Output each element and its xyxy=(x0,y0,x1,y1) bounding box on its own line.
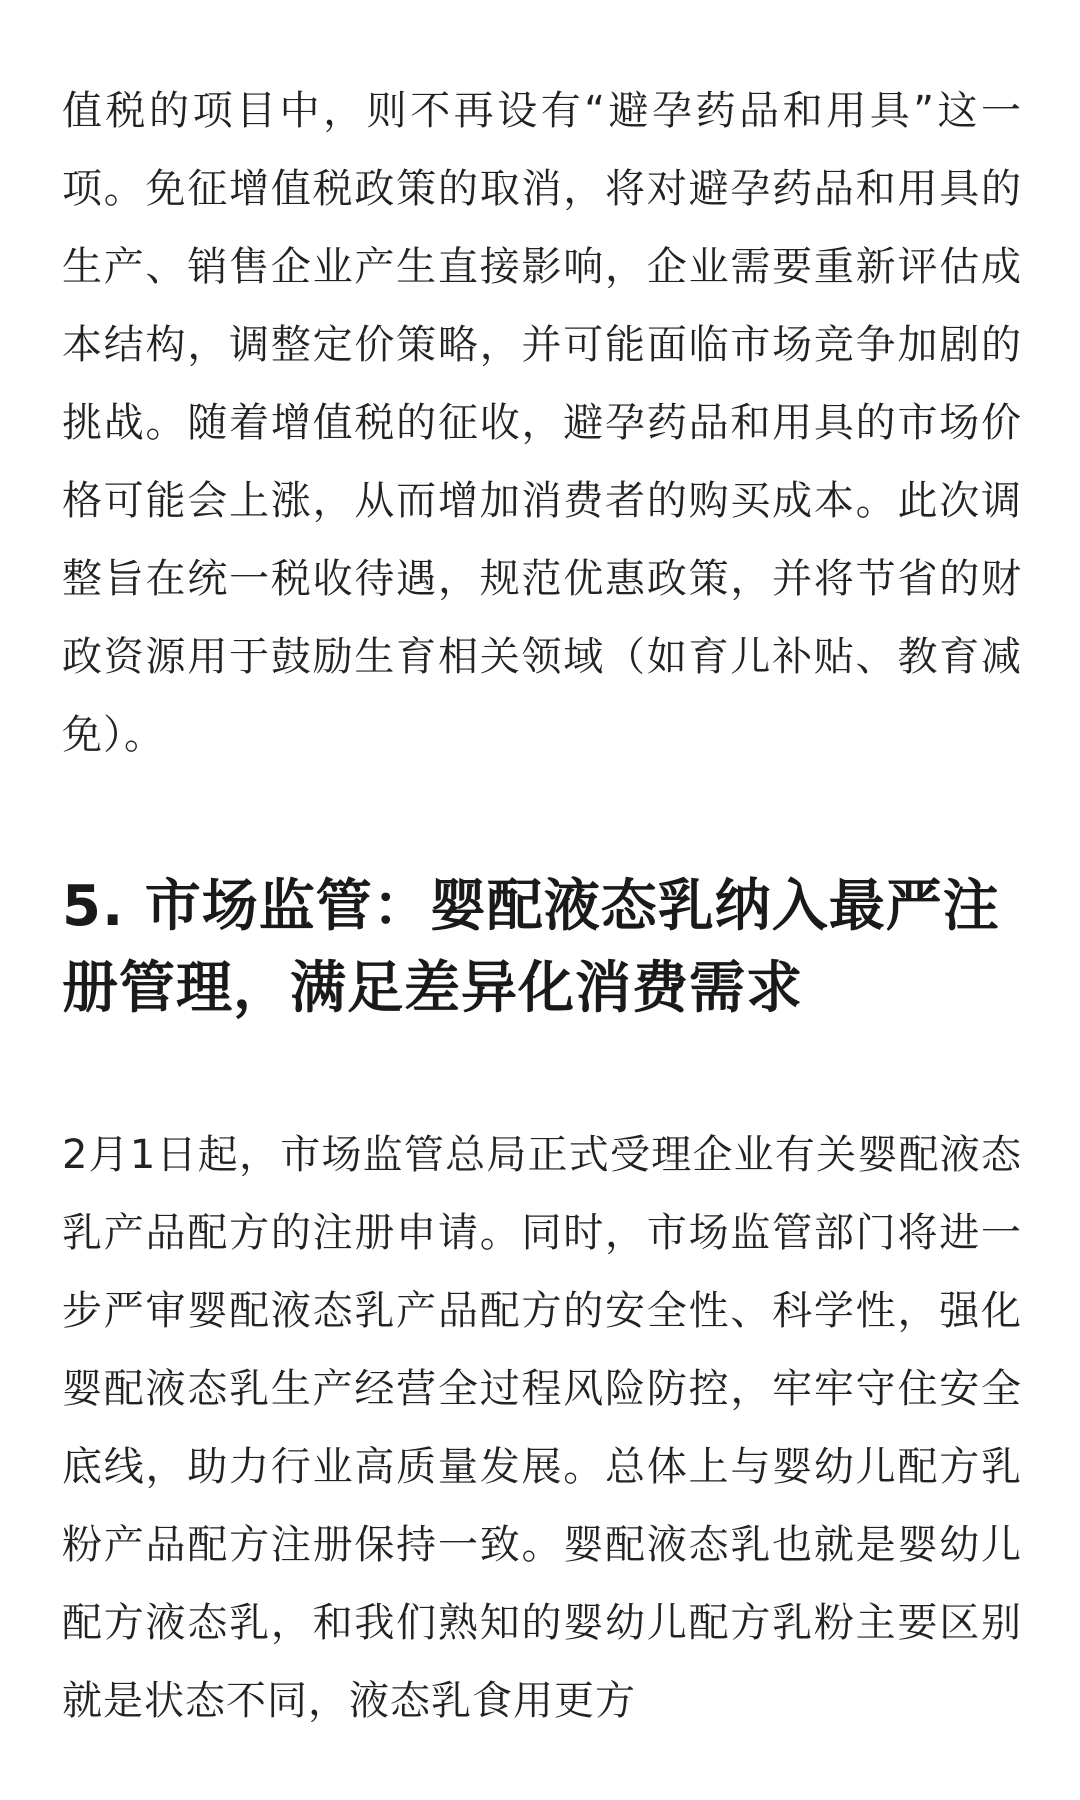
article-body xyxy=(62,72,1022,1740)
paragraph-infant-formula: 2月1日起，市场监管总局正式受理企业有关婴配液态乳产品配方的注册申请。同时，市场监管部门将进一步严审婴配液态乳产品配方的安全性、科学性，强化婴配液态乳生产经营全过程风险防控，牢牢守住安全底线，助力行业高质量发展。总体上与婴幼儿配方乳粉产品配方注册保持一致。婴配液态乳也就是婴幼儿配方液态乳，和我们熟知的婴幼儿配方乳粉主要区别就是状态不同，液态乳食用更方 xyxy=(62,1132,1022,1724)
paragraph-tax-policy: 值税的项目中，则不再设有“避孕药品和用具”这一项。免征增值税政策的取消，将对避孕药品和用具的生产、销售企业产生直接影响，企业需要重新评估成本结构，调整定价策略，并可能面临市场竞争加剧的挑战。随着增值税的征收，避孕药品和用具的市场价格可能会上涨，从而增加消费者的购买成本。此次调整旨在统一税收待遇，规范优惠政策，并将节省的财政资源用于鼓励生育相关领域（如育儿补贴、教育减免）。 xyxy=(62,88,1022,758)
section-heading-market-regulation: 5. 市场监管：婴配液态乳纳入最严注册管理，满足差异化消费需求 xyxy=(62,874,1000,1021)
